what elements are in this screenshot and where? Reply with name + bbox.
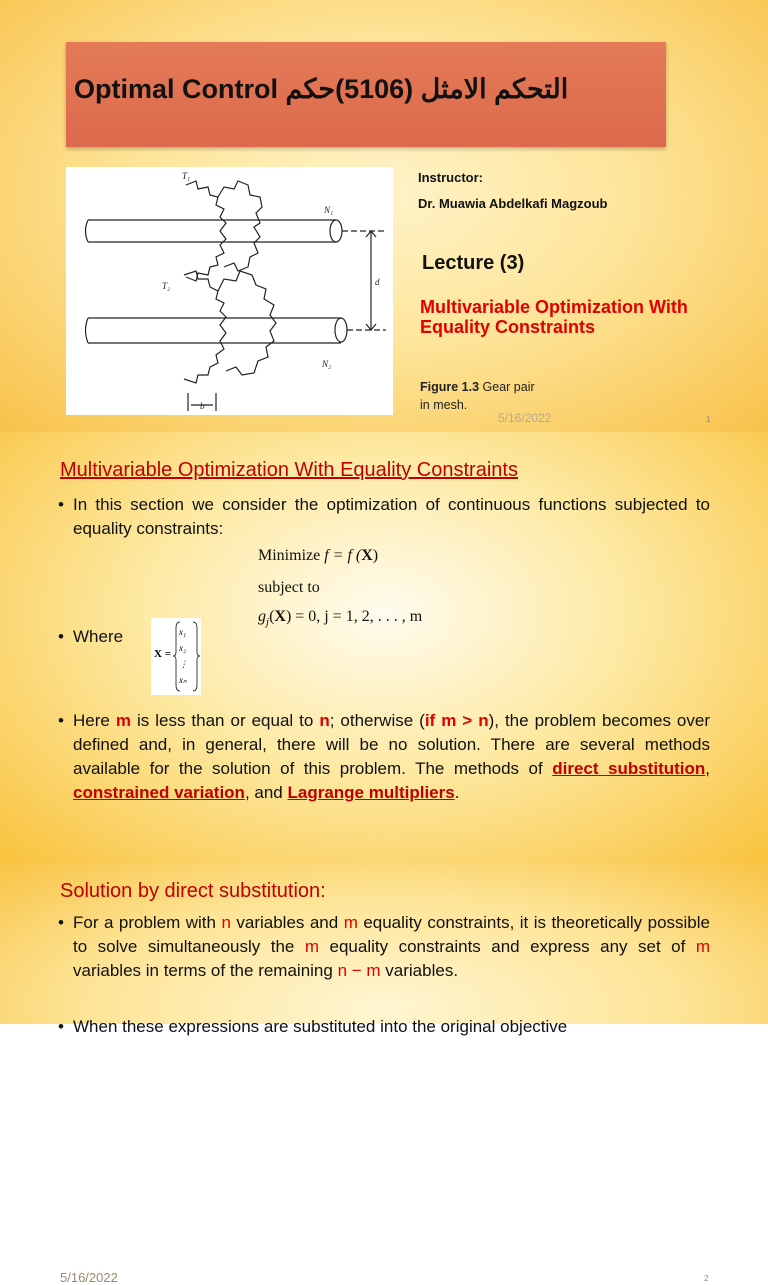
bullet-text: Where [73, 627, 124, 646]
bullet-text: When these expressions are substituted into the original objective [73, 1017, 568, 1036]
method-constrained-variation: constrained variation [73, 783, 245, 802]
label-d: d [375, 277, 380, 287]
label-t1: T₁ [182, 171, 191, 181]
bullet-item: • For a problem with n variables and m equality constraints, it is theoretically possible to solve simultaneously the m equality constraints and express any set of m variables in terms of the remaining n − m variables. [58, 911, 710, 983]
equation-constraint: $g_j(X) = 0$, j = 1, 2, . . . , m [258, 608, 423, 629]
slide-1 [0, 0, 768, 432]
instructor-name: Dr. Muawia Abdelkafi Magzoub [418, 196, 608, 211]
title-banner [66, 42, 666, 147]
slide-heading: Solution by direct substitution: [60, 880, 326, 902]
instructor-label: Instructor: [418, 170, 483, 185]
vector-x: X = x₁ x₂ ⋮ xₙ [151, 618, 201, 695]
method-direct-substitution: direct substitution [552, 759, 706, 778]
method-lagrange-multipliers: Lagrange multipliers [287, 783, 455, 802]
equation-subject-to: subject to [258, 579, 320, 596]
slide-heading: Multivariable Optimization With Equality Constraints [60, 459, 518, 481]
slide-date: 5/16/2022 [60, 1270, 118, 1285]
slide-number: 1 [706, 415, 711, 424]
slide-3 [0, 864, 768, 1036]
equation-objective: Minimize f = f (X) [258, 547, 379, 564]
label-b: b [200, 401, 205, 411]
bullet-text: In this section we consider the optimization of continuous functions subjected to equality constraints: [73, 495, 710, 538]
gear-diagram [66, 167, 393, 415]
figure-label: Figure 1.3 [420, 380, 480, 394]
slide-date: 5/16/2022 [498, 411, 552, 425]
label-n1: N₁ [324, 205, 334, 215]
slide-title: Optimal Control التحكم الامثل (5106)حكم [74, 74, 569, 104]
lecture-number: Lecture (3) [422, 252, 525, 274]
bullet-item: • Here m is less than or equal to n; otherwise (if m > n), the problem becomes over defined and, in general, there will be no solution. There are several methods available for the solution of this problem. The methods of direct substitution, constrained variation, and Lagrange multipliers. [58, 709, 710, 805]
bullet-text: For a problem with n variables and m equality constraints, it is theoretically possible to solve simultaneously the m equality constraints and express any set of m variables in terms of the remaining n − m variables. [73, 913, 710, 980]
figure-caption [420, 378, 540, 414]
bullet-text: Here m is less than or equal to n; otherwise (if m > n), the problem becomes over defined and, in general, there will be no solution. There are several methods available for the solution of this problem. The methods of direct substitution, constrained variation, and Lagrange multipliers. [73, 711, 711, 802]
bullet-item: • In this section we consider the optimization of continuous functions subjected to equality constraints: [58, 493, 710, 541]
slide-number: 2 [704, 1274, 709, 1283]
label-t2: T₂ [162, 281, 171, 291]
bullet-item: • Where [58, 625, 178, 649]
gear-pair-figure [66, 167, 393, 415]
label-n2: N₂ [322, 359, 332, 369]
lecture-topic: Multivariable Optimization With Equality Constraints [420, 297, 688, 337]
bullet-item: • When these expressions are substituted into the original objective [58, 1015, 710, 1039]
figure-caption-text: Gear pair in mesh. [420, 380, 535, 412]
